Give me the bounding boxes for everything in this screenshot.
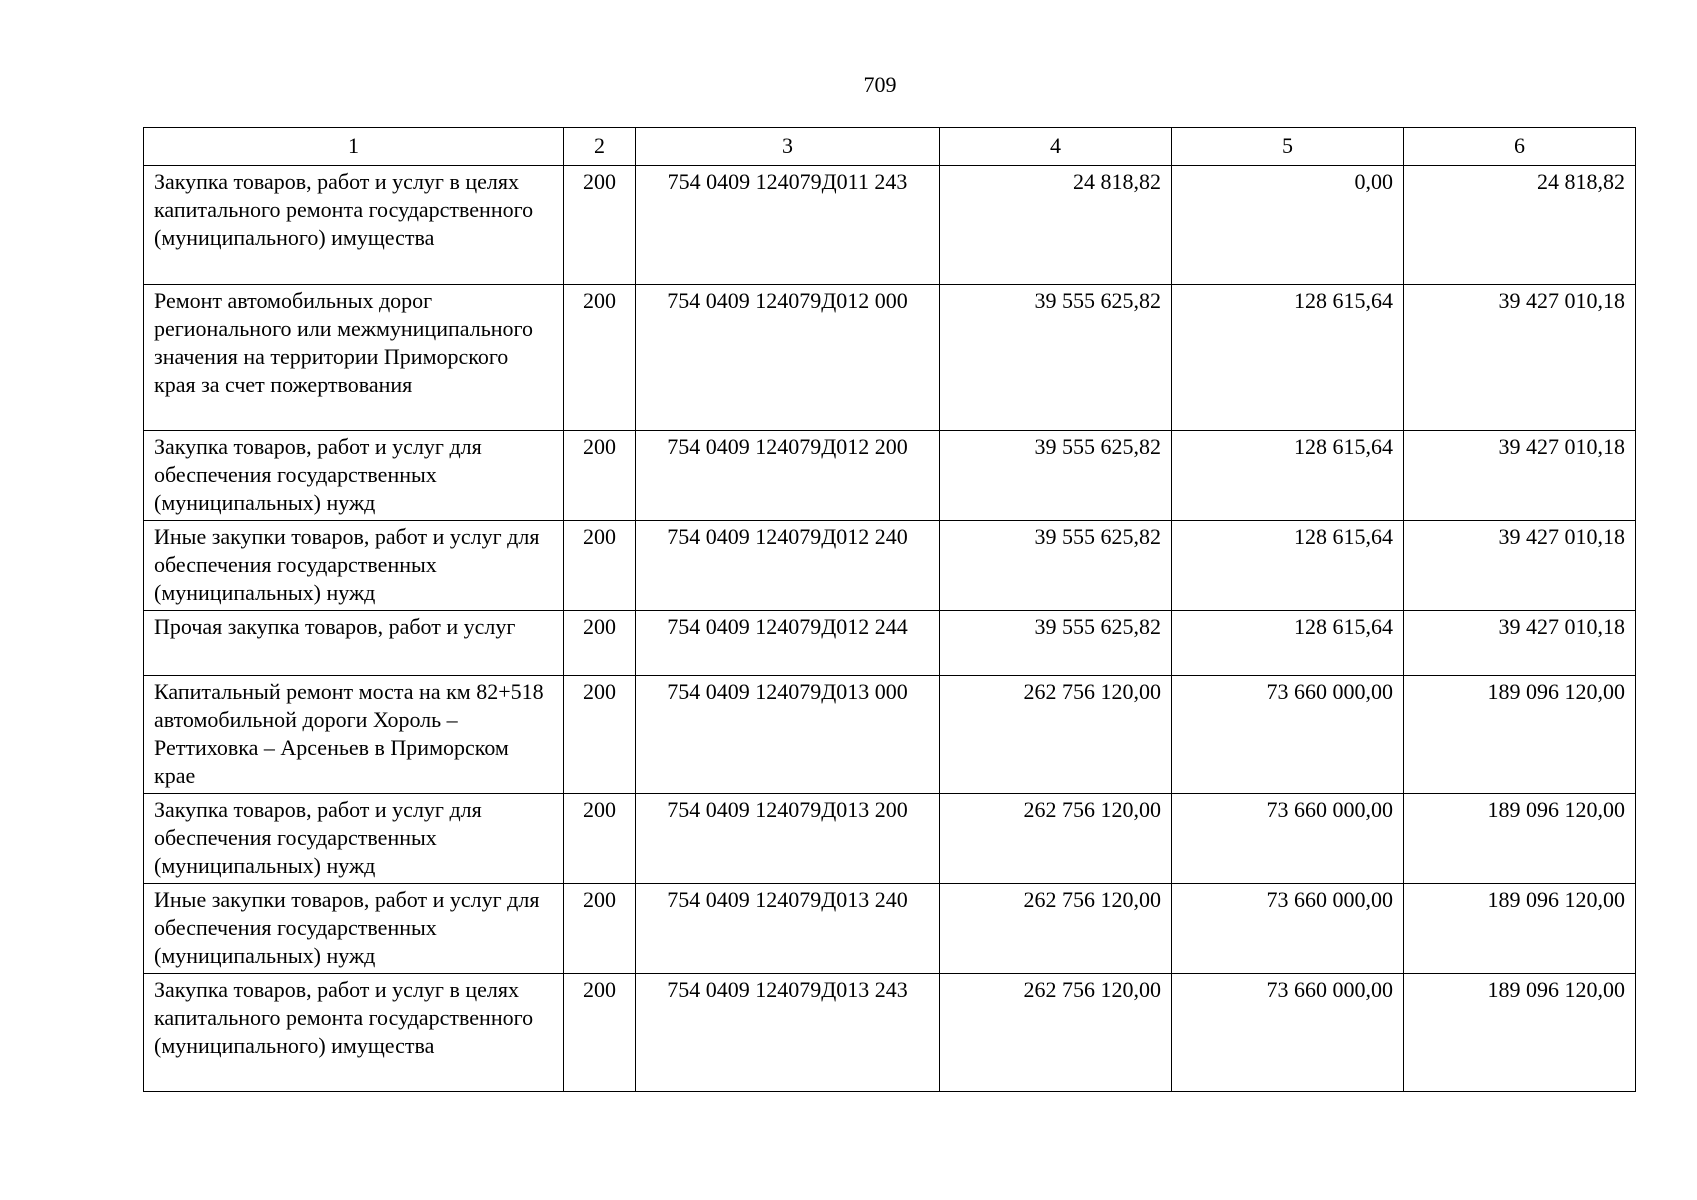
row-value-col6: 24 818,82 <box>1404 166 1636 285</box>
row-code: 200 <box>564 974 636 1092</box>
row-name: Ремонт автомобильных дорог регионального или межмуниципального значения на территории Приморского края за счет пожертвования <box>144 285 564 431</box>
row-name: Закупка товаров, работ и услуг в целях капитального ремонта государственного (муниципального) имущества <box>144 166 564 285</box>
row-value-col6: 39 427 010,18 <box>1404 611 1636 676</box>
column-header-4: 4 <box>940 128 1172 166</box>
row-name: Капитальный ремонт моста на км 82+518 автомобильной дороги Хороль – Реттиховка – Арсеньев в Приморском крае <box>144 676 564 794</box>
row-code: 200 <box>564 794 636 884</box>
row-code: 200 <box>564 884 636 974</box>
row-value-col5: 128 615,64 <box>1172 521 1404 611</box>
row-classification: 754 0409 124079Д011 243 <box>636 166 940 285</box>
row-classification: 754 0409 124079Д012 244 <box>636 611 940 676</box>
table-header <box>144 128 1636 166</box>
table-row <box>144 884 1636 974</box>
header-row <box>144 128 1636 166</box>
row-value-col6: 39 427 010,18 <box>1404 521 1636 611</box>
column-header-5: 5 <box>1172 128 1404 166</box>
row-classification: 754 0409 124079Д013 200 <box>636 794 940 884</box>
row-value-col5: 73 660 000,00 <box>1172 974 1404 1092</box>
row-name: Иные закупки товаров, работ и услуг для обеспечения государственных (муниципальных) нужд <box>144 884 564 974</box>
row-classification: 754 0409 124079Д013 000 <box>636 676 940 794</box>
row-value-col6: 189 096 120,00 <box>1404 676 1636 794</box>
row-value-col4: 262 756 120,00 <box>940 676 1172 794</box>
row-value-col6: 189 096 120,00 <box>1404 794 1636 884</box>
row-name: Закупка товаров, работ и услуг в целях капитального ремонта государственного (муниципального) имущества <box>144 974 564 1092</box>
table-row <box>144 521 1636 611</box>
column-header-2: 2 <box>564 128 636 166</box>
row-value-col4: 262 756 120,00 <box>940 794 1172 884</box>
row-value-col4: 39 555 625,82 <box>940 611 1172 676</box>
table-row <box>144 974 1636 1092</box>
row-classification: 754 0409 124079Д013 240 <box>636 884 940 974</box>
row-value-col4: 39 555 625,82 <box>940 285 1172 431</box>
budget-table <box>143 127 1636 1092</box>
row-value-col5: 73 660 000,00 <box>1172 676 1404 794</box>
row-code: 200 <box>564 431 636 521</box>
table-row <box>144 285 1636 431</box>
column-header-1: 1 <box>144 128 564 166</box>
table-row <box>144 676 1636 794</box>
row-classification: 754 0409 124079Д012 000 <box>636 285 940 431</box>
row-value-col5: 73 660 000,00 <box>1172 884 1404 974</box>
row-value-col4: 39 555 625,82 <box>940 521 1172 611</box>
table-body <box>144 166 1636 1092</box>
row-name: Иные закупки товаров, работ и услуг для обеспечения государственных (муниципальных) нужд <box>144 521 564 611</box>
table-row <box>144 794 1636 884</box>
row-code: 200 <box>564 166 636 285</box>
row-value-col4: 24 818,82 <box>940 166 1172 285</box>
row-value-col5: 73 660 000,00 <box>1172 794 1404 884</box>
row-value-col6: 189 096 120,00 <box>1404 884 1636 974</box>
row-name: Прочая закупка товаров, работ и услуг <box>144 611 564 676</box>
column-header-6: 6 <box>1404 128 1636 166</box>
page-number: 709 <box>863 72 897 97</box>
row-classification: 754 0409 124079Д012 240 <box>636 521 940 611</box>
row-value-col6: 39 427 010,18 <box>1404 431 1636 521</box>
table-row <box>144 166 1636 285</box>
column-header-3: 3 <box>636 128 940 166</box>
row-classification: 754 0409 124079Д013 243 <box>636 974 940 1092</box>
row-code: 200 <box>564 285 636 431</box>
row-value-col4: 262 756 120,00 <box>940 884 1172 974</box>
row-code: 200 <box>564 521 636 611</box>
row-value-col6: 189 096 120,00 <box>1404 974 1636 1092</box>
table-row <box>144 431 1636 521</box>
row-value-col5: 128 615,64 <box>1172 431 1404 521</box>
row-value-col5: 128 615,64 <box>1172 285 1404 431</box>
row-name: Закупка товаров, работ и услуг для обеспечения государственных (муниципальных) нужд <box>144 431 564 521</box>
row-value-col4: 262 756 120,00 <box>940 974 1172 1092</box>
row-code: 200 <box>564 676 636 794</box>
table-row <box>144 611 1636 676</box>
row-classification: 754 0409 124079Д012 200 <box>636 431 940 521</box>
row-value-col5: 128 615,64 <box>1172 611 1404 676</box>
row-value-col6: 39 427 010,18 <box>1404 285 1636 431</box>
row-value-col5: 0,00 <box>1172 166 1404 285</box>
row-code: 200 <box>564 611 636 676</box>
row-name: Закупка товаров, работ и услуг для обеспечения государственных (муниципальных) нужд <box>144 794 564 884</box>
row-value-col4: 39 555 625,82 <box>940 431 1172 521</box>
